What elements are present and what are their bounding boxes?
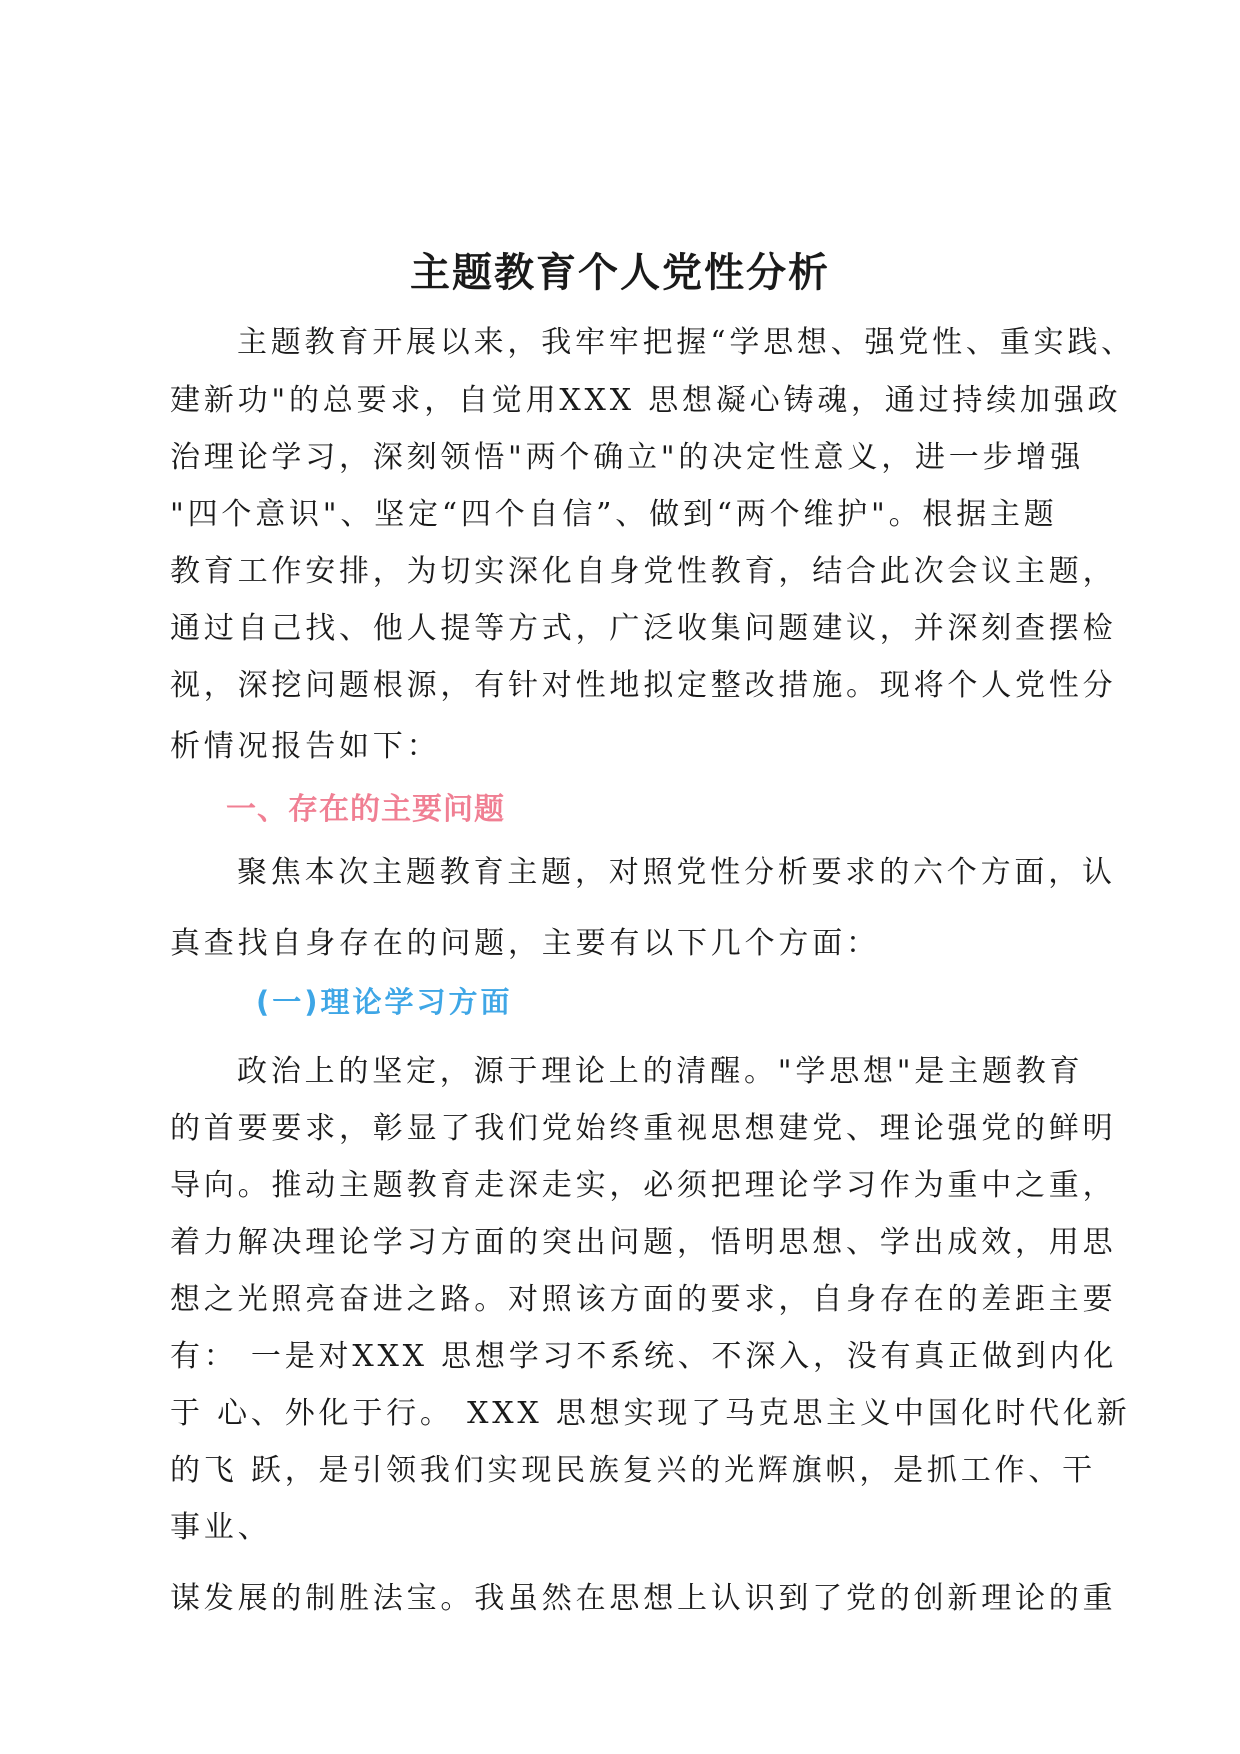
subsection-heading: (一)理论学习方面 xyxy=(256,985,513,1019)
intro-line: 主题教育开展以来，我牢牢把握“学思想、强党性、重实践、 xyxy=(237,325,1135,360)
paragraph-line: 想之光照亮奋进之路。对照该方面的要求，自身存在的差距主要 xyxy=(170,1282,1117,1317)
paragraph-line: 聚焦本次主题教育主题，对照党性分析要求的六个方面，认 xyxy=(237,855,1116,890)
document-title: 主题教育个人党性分析 xyxy=(410,250,830,296)
paragraph-line: 事业、 xyxy=(170,1510,272,1545)
section-heading: 一、存在的主要问题 xyxy=(226,792,505,827)
intro-line: 析情况报告如下： xyxy=(170,729,441,764)
intro-line: "四个意识"、坚定“四个自信”、做到“两个维护"。根据主题 xyxy=(170,497,1058,532)
paragraph-line: 导向。推动主题教育走深走实，必须把理论学习作为重中之重， xyxy=(170,1168,1117,1203)
intro-line: 治理论学习，深刻领悟"两个确立"的决定性意义，进一步增强 xyxy=(170,440,1084,475)
paragraph-line: 真查找自身存在的问题，主要有以下几个方面： xyxy=(170,926,880,961)
intro-line: 通过自己找、他人提等方式，广泛收集问题建议，并深刻查摆检 xyxy=(170,611,1117,646)
paragraph-line: 有： 一是对XXX 思想学习不系统、不深入，没有真正做到内化 xyxy=(170,1339,1118,1374)
intro-line: 建新功"的总要求，自觉用XXX 思想凝心铸魂，通过持续加强政 xyxy=(170,383,1122,418)
paragraph-line: 政治上的坚定，源于理论上的清醒。"学思想"是主题教育 xyxy=(237,1054,1084,1089)
paragraph-line: 谋发展的制胜法宝。我虽然在思想上认识到了党的创新理论的重 xyxy=(170,1581,1117,1616)
paragraph-line: 的首要要求，彰显了我们党始终重视思想建党、理论强党的鲜明 xyxy=(170,1111,1117,1146)
intro-line: 视，深挖问题根源，有针对性地拟定整改措施。现将个人党性分 xyxy=(170,668,1117,703)
paragraph-line: 的飞 跃，是引领我们实现民族复兴的光辉旗帜，是抓工作、干 xyxy=(170,1453,1096,1488)
intro-line: 教育工作安排，为切实深化自身党性教育，结合此次会议主题， xyxy=(170,554,1117,589)
paragraph-line: 着力解决理论学习方面的突出问题，悟明思想、学出成效，用思 xyxy=(170,1225,1117,1260)
paragraph-line: 于 心、外化于行。 XXX 思想实现了马克思主义中国化时代化新 xyxy=(170,1396,1131,1431)
